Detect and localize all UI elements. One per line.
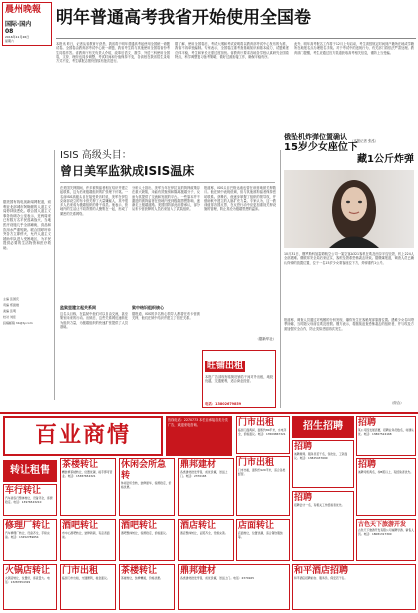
classified-intro-box: [166, 416, 232, 456]
recruit-label: [292, 416, 354, 438]
ad-cell[interactable]: 招聘 某公司因发展需要，招聘业务员数名，待遇从优。电话：13867524168: [356, 416, 416, 456]
isis-credit: （据新华社）: [255, 337, 276, 341]
transfer-label: [3, 460, 57, 482]
ad-cell[interactable]: 招聘 招聘会计一名，有相关工作经验者优先。: [292, 491, 354, 561]
ad-cell[interactable]: 酒吧转让 市中心酒吧转让，装修新颖，有意者面谈。: [60, 519, 116, 561]
photo-body-col2: 报道称，调查人员通过对残骸的分析发现，爆炸发生在客舱尾部靠窗位置。遇难少女名叫塔季扬娜，当时随父母前往埃及度假。俄方表示，将继续追查恐怖袭击的组织者，并与埃及方面加强安全合作，防止类似悲剧再次发生。: [284, 318, 414, 331]
executive-label: 责编 郑振雄: [3, 303, 19, 307]
transfer-title: 转让租售: [10, 465, 50, 476]
photo-headline-line2: 15岁少女座位下: [284, 142, 358, 153]
ad-cell[interactable]: 门市出租 门市出租，面积约120平米，适合各类经营。: [236, 456, 290, 516]
editor-label: 主编 张国庆: [3, 297, 19, 301]
photo-body-col1: 10月31日，俄罗斯科加雷姆航空公司一架空客A321客机在埃及西奈半岛坠毁，机上224人全部遇难。俄联邦安全局后来证实，客机坠毁系恐怖袭击所致。据俄媒报道，调查人员已确认炸弹的放置位置，位于一名15岁少女乘客座位下方，炸弹重约1公斤。: [284, 252, 414, 265]
photo-headline-line3: 藏1公斤炸弹: [357, 154, 414, 165]
photo-headline-line1: 俄坠机炸弹位置确认: [284, 133, 347, 141]
ad-cell[interactable]: 招聘 诚聘厨师、服务员若干名，包吃住，工资面议。电话：13825437690: [292, 440, 354, 488]
ad-cell[interactable]: 招聘 诚聘司机两名，持B照以上，有经验者优先。: [356, 458, 416, 516]
portrait-image: [284, 170, 414, 248]
isis-col2: [132, 186, 200, 398]
top-story-body-col1: 本报讯 昨日，记者从省教育厅获悉，我省将于明年普通高考起使用全国统一命题试卷。全国卷由教育部考试中心统一命题，我省考生将与其他使用全国卷省份考生同卷作答。省教育厅有关负责人介绍，改革后语文、数学、外语三科使用全国卷，文综、理综也同步调整，考试时间和分值保持不变，各高校在我省招生录取方式不变，考生填报志愿仍按原有批次进行。: [56, 42, 170, 64]
isis-body-col2b: 据报道，ISIS的多名核心领导人都曾在布卡营被关押，他们在狱中结识并建立了信任关系。: [132, 312, 200, 321]
classified-intro: 热线电话：2270773 本栏目承接各类分类广告，欢迎来电咨询。: [168, 418, 228, 427]
top-story-body-col3: 此外，明年高考报名工作将于12月上旬启动，考生须按规定时间到户籍所在地或学籍所在地报名点办理报名手续。对于考试中的违规行为，有关部门将依法严肃处理。教育部门提醒，考生应通过官方渠道获取高考相关信息，谨防上当受骗。: [294, 42, 414, 55]
isis-subhead1: 监狱里建立起关系网: [60, 305, 96, 310]
isis-headline: 曾日美军监狱成ISIS温床: [60, 164, 195, 178]
photo-credit: （综合）: [390, 401, 404, 405]
ad-cell[interactable]: 古色天下旅游开发 古色天下旅游开发有限公司诚聘导游、销售人员。电话：18081317300: [356, 519, 416, 561]
victim-photo: [284, 170, 414, 248]
classified-title: 百业商情: [34, 423, 131, 448]
isis-body-col1b: 这名头目称，在监狱中他们可以自由交流，甚至策划未来的行动。出狱后，这些关系网迅速转化为组织力量，为极端组织的快速扩张提供了人员基础。: [60, 312, 128, 329]
ad-cell[interactable]: 修理厂转让 汽车修理厂转让，设备齐全，手续完备。电话：13452789654: [3, 519, 57, 561]
top-story-headline: 明年普通高考我省开始使用全国卷: [56, 8, 311, 28]
ad-cell[interactable]: 鼎邦建材 各类建材批发零售，质优价廉，送货上门。电话：2370165: [178, 564, 290, 610]
newspaper-logo: 晨州晚報: [5, 5, 42, 15]
ad-cell[interactable]: 茶楼转让 精装修茶楼转让，位置优越，接手即可营业。电话：15387654321: [60, 458, 116, 516]
section-label: 国际·国内: [5, 21, 32, 28]
isis-kicker: ISIS 高级头目：: [60, 150, 132, 161]
recruit-title: 招生招聘: [303, 421, 343, 432]
top-story-body-col2: 据了解，使用全国卷后，考试大纲和考试说明将以教育部考试中心发布的为准，我省不再单独编制。专家表示，全国卷注重考查基础知识和基本能力，试题难度总体平稳，考生和家长无需过度担忧。省教育厅要求各地各学校认真研究全国卷特点，科学调整复习备考策略，做好过渡衔接工作，确保平稳有序。: [175, 42, 289, 59]
isis-subhead2: 狱中结识组织核心: [132, 305, 164, 310]
masthead: [2, 2, 52, 46]
isis-col3: [204, 186, 276, 346]
ad-cell[interactable]: 门市出租 临街门市出租，交通便利，租金面议。: [60, 564, 116, 610]
promo-phone: 电话：13802679859: [205, 402, 242, 406]
issue-weekday: 星期六: [5, 39, 15, 43]
classified-banner: [3, 416, 163, 456]
promo-box: [202, 350, 276, 408]
design-label: 美编 张明: [3, 309, 16, 313]
top-story-credit: （本报记者 张泓）: [350, 139, 379, 143]
ad-cell[interactable]: 茶楼转让 茶楼转让，装修精美，价格优惠。: [119, 564, 175, 610]
isis-body-col1: 在美国关押期间，许多被拘留者相互结识并建立起联系，这为后来极端组织的扩张埋下伏笔。一名前ISIS高级头目在接受采访时说，美军在伊拉克南部设立的布卡营关押了大量嫌疑人，其中很多人后来成为极端组织的骨干成员。他表示，营地内的生活让不同背景的人聚集在一起，形成了紧密的关系网络。: [60, 186, 128, 216]
promo-title: 旺铺出租: [207, 361, 244, 371]
issue-date: 2016年11月26日: [5, 35, 30, 39]
ad-cell[interactable]: 酒吧转让 酒吧整体转让，客源稳定，价格面议。: [119, 519, 175, 561]
ad-cell[interactable]: 酒店转让 酒店整体转让，证照齐全，设施完善。: [178, 519, 234, 561]
ad-cell[interactable]: 车行转让 汽车美容行整体转让，设备齐全，客源稳定。电话：13976543210: [3, 484, 57, 516]
promo-body: 本报广告部现有临街旺铺若干间对外出租，地段优越，交通便利，适合商业经营。: [205, 375, 273, 384]
ad-cell[interactable]: 火锅店转让 火锅店转让，位置好，客流量大。电话：13287654329: [3, 564, 57, 610]
email-label: 投稿邮箱 hb@ty.com: [3, 321, 33, 325]
proof-label: 校对 刘佳: [3, 315, 16, 319]
isis-body-col3: 报道称，ISIS头目巴格达迪也曾在该营地被关押数月。他在狱中表现低调，但与其他被拘留者保持密切联系。获释后，他逐步掌握了组织的领导权，并借助狱中建立的人脉扩充力量。专家认为，这一教训值得各国反思，在反恐行动中应更加重视关押设施的管理，防止其沦为极端思想的温床。: [204, 186, 276, 212]
photo-headline: [284, 132, 414, 166]
page-number: 08: [5, 28, 14, 35]
isis-body-col2: 分析人士指出，美军当年在伊拉克的拘押政策存在重大缺陷，未能有效甄别和隔离极端分子，反而为其提供了交流和发展的平台。一些原本并不激进的被拘留者在营地内受到极端思想影响，逐渐走上极端道路。美国国防部此前曾承认，部分从布卡营获释的人员后来加入了武装组织。: [132, 186, 200, 212]
ad-cell[interactable]: 门市出租 临街门面两间，面积约80平米，水电齐全，价格面议。电话：13509867321: [236, 416, 290, 454]
ad-cell[interactable]: 鼎邦建材 各类建材批发零售，质优价廉，送货上门。电话：2370165: [178, 458, 234, 516]
staff-credits: [3, 296, 53, 326]
ad-cell[interactable]: 店面转让 店面转让，位置优越，适合餐饮服装等。: [236, 519, 290, 561]
isis-col1: [60, 186, 128, 398]
ad-cell[interactable]: 和平酒店招聘 和平酒店招聘前台、服务员、保安若干名。: [292, 564, 416, 610]
side-column-body: 据美国有线电视新闻网报道，叙利亚北部城市阿勒颇的人道主义局势持续恶化。联合国人道主义事务协调办公室表示，近两周来已有数万名平民逃离战火，当地医疗设施几乎全部瘫痪，食品和饮用水严重短缺。联合国呼吁冲突各方立即停火，允许人道主义援助车队进入受困地区，为平民提供必要的生活物资和医疗救助。: [3, 200, 51, 250]
ad-cell[interactable]: 休闲会所急转 休闲会所急转，装修豪华，客源稳定，价格优惠。: [119, 458, 175, 516]
